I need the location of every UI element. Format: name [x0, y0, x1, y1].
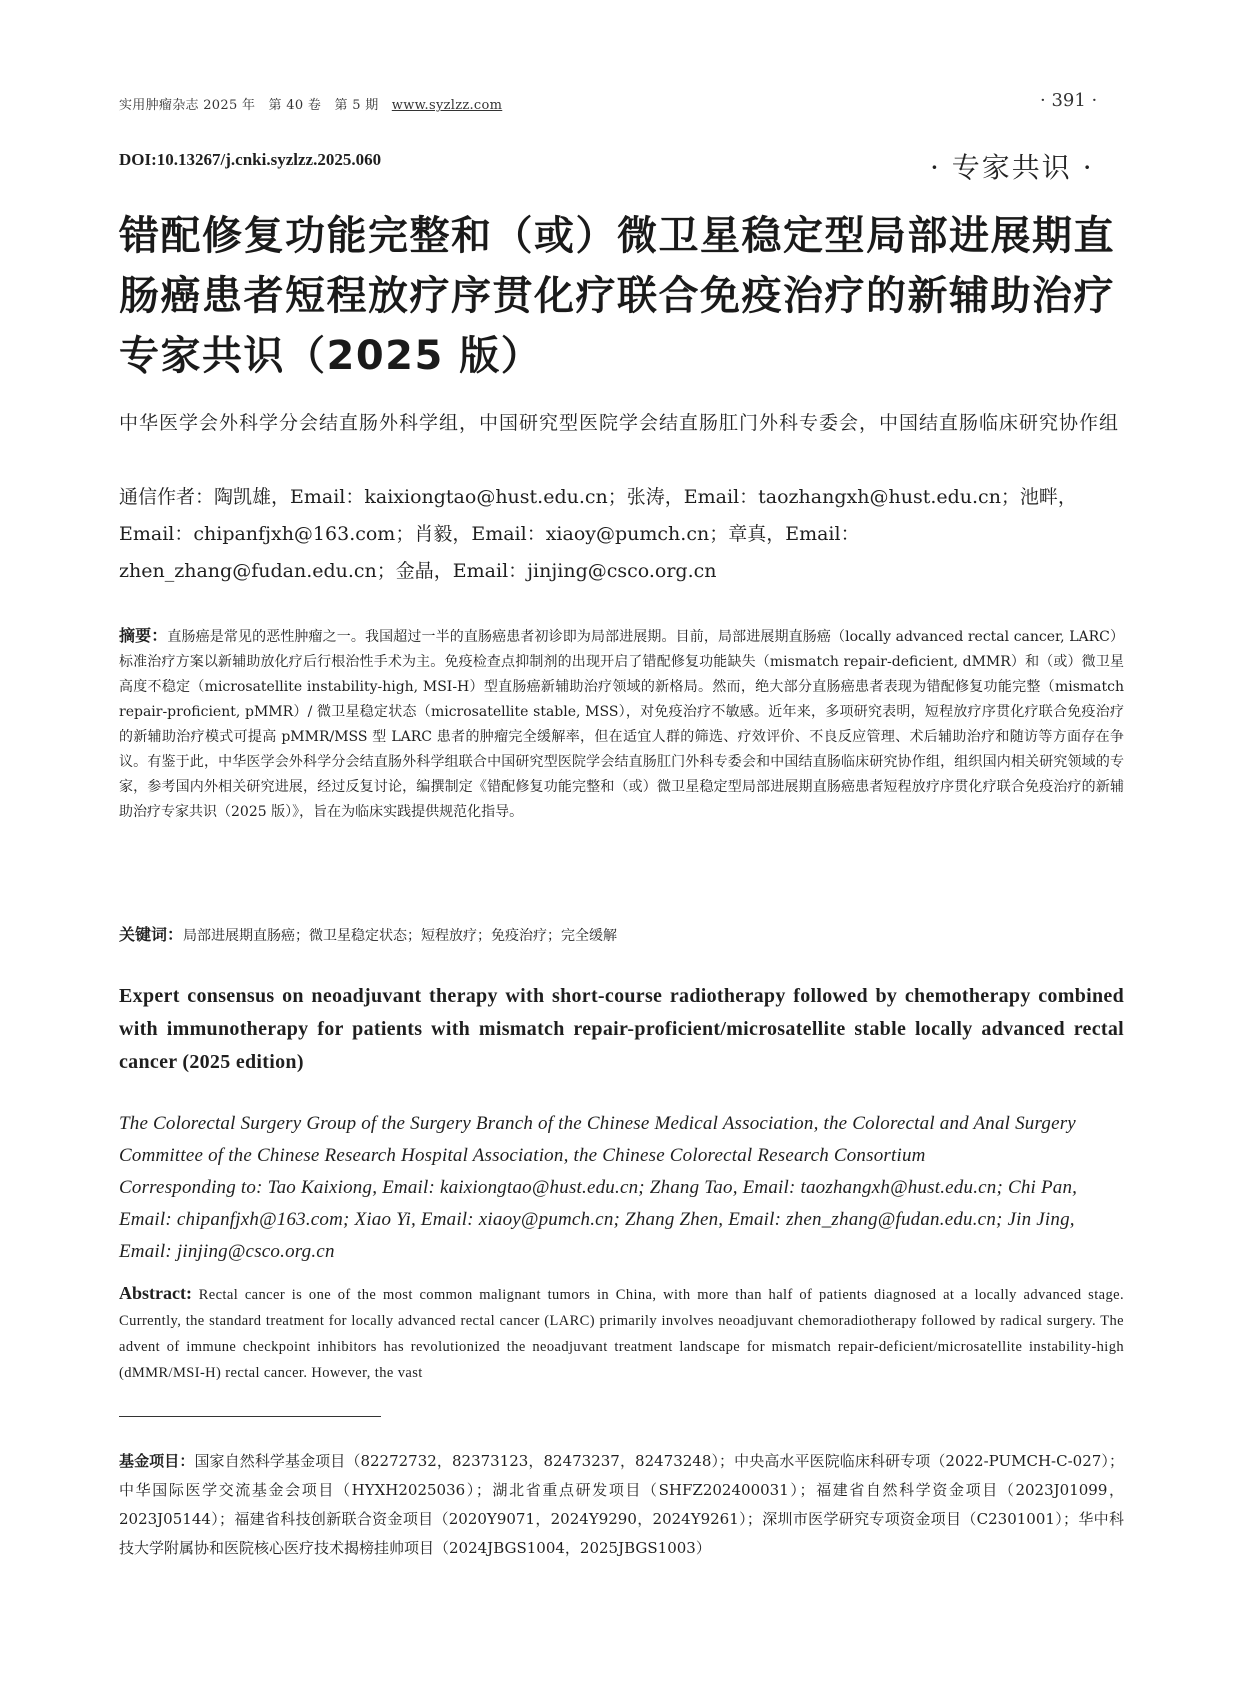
abstract-en-text: Rectal cancer is one of the most common malignant tumors in China, with more than half of patients diagnosed at a locally advanced stage. Currently, the standard treatment for locally advanced rectal cancer (LARC) primarily involves neoadjuvant chemoradiotherapy followed by radical surgery. The advent of immune checkpoint inhibitors has revolutionized the neoadjuvant treatment landscape for mismatch repair-deficient/microsatellite instability-high (dMMR/MSI-H) rectal cancer. However, the vast — [119, 1287, 1124, 1381]
correspondence-en: Corresponding to: Tao Kaixiong, Email: kaixiongtao@hust.edu.cn; Zhang Tao, Email: taozhangxh@hust.edu.cn; Chi Pan, Email: chipanfjxh@163.com; Xiao Yi, Email: xiaoy@pumch.cn; Zhang Zhen, Email: zhen_zhang@fudan.edu.cn; Jin Jing, Email: jinjing@csco.org.cn — [119, 1177, 1078, 1262]
article-title-en: Expert consensus on neoadjuvant therapy with short-course radiotherapy followed by chemotherapy combined with immunotherapy for patients with mismatch repair-proficient/microsatellite stable locally advanced rectal cancer (2025 edition) — [119, 985, 1124, 1073]
journal-header — [119, 94, 502, 113]
funding-label: 基金项目： — [119, 1452, 195, 1470]
journal-info: 实用肿瘤杂志 2025 年 第 40 卷 第 5 期 — [119, 98, 392, 113]
funding-footnote — [119, 1447, 1124, 1563]
column-label: · 专家共识 · — [930, 151, 1094, 184]
abstract-zh-text: 直肠癌是常见的恶性肿瘤之一。我国超过一半的直肠癌患者初诊即为局部进展期。目前，局部进展期直肠癌（locally advanced rectal cancer, LARC）标准治疗方案以新辅助放化疗后行根治性手术为主。免疫检查点抑制剂的出现开启了错配修复功能缺失（mismatch repair-deficient, dMMR）和（或）微卫星高度不稳定（microsatellite instability-high, MSI-H）型直肠癌新辅助治疗领域的新格局。然而，绝大部分直肠癌患者表现为错配修复功能完整（mismatch repair-proficient, pMMR）/ 微卫星稳定状态（microsatellite stable, MSS），对免疫治疗不敏感。近年来，多项研究表明，短程放疗序贯化疗联合免疫治疗的新辅助治疗模式可提高 pMMR/MSS 型 LARC 患者的肿瘤完全缓解率，但在适宜人群的筛选、疗效评价、不良反应管理、术后辅助治疗和随访等方面存在争议。有鉴于此，中华医学会外科学分会结直肠外科学组联合中国研究型医院学会结直肠肛门外科专委会和中国结直肠临床研究协作组，组织国内相关研究领域的专家，参考国内外相关研究进展，经过反复讨论，编撰制定《错配修复功能完整和（或）微卫星稳定型局部进展期直肠癌患者短程放疗序贯化疗联合免疫治疗的新辅助治疗专家共识（2025 版）》，旨在为临床实践提供规范化指导。 — [119, 629, 1124, 820]
authors-en: The Colorectal Surgery Group of the Surgery Branch of the Chinese Medical Association, the Colorectal and Anal Surgery Committee of the Chinese Research Hospital Association, the Chinese Colorectal Research Consortium — [119, 1113, 1076, 1166]
abstract-en — [119, 1280, 1124, 1386]
correspondence-zh: 通信作者：陶凯雄，Email：kaixiongtao@hust.edu.cn；张涛，Email：taozhangxh@hust.edu.cn；池畔，Email：chipanfjxh@163.com；肖毅，Email：xiaoy@pumch.cn；章真，Email：zhen_zhang@fudan.edu.cn；金晶，Email：jinjing@csco.org.cn — [119, 486, 1077, 582]
keywords-zh-label: 关键词： — [119, 925, 184, 944]
doi: DOI:10.13267/j.cnki.syzlzz.2025.060 — [119, 150, 382, 169]
keywords-zh-text: 局部进展期直肠癌；微卫星稳定状态；短程放疗；免疫治疗；完全缓解 — [183, 928, 618, 944]
journal-url[interactable]: www.syzlzz.com — [391, 98, 503, 113]
footnote-divider — [119, 1416, 381, 1417]
page-number: · 391 · — [1040, 90, 1098, 111]
funding-text: 国家自然科学基金项目（82272732，82373123，82473237，82473248）；中央高水平医院临床科研专项（2022-PUMCH-C-027）；中华国际医学交流基金会项目（HYXH2025036）；湖北省重点研发项目（SHFZ202400031）；福建省自然科学资金项目（2023J01099，2023J05144）；福建省科技创新联合资金项目（2020Y9071，2024Y9290，2024Y9261）；深圳市医学研究专项资金项目（C2301001）；华中科技大学附属协和医院核心医疗技术揭榜挂帅项目（2024JBGS1004，2025JBGS1003） — [119, 1452, 1124, 1557]
abstract-en-label: Abstract: — [119, 1283, 192, 1303]
abstract-zh — [119, 623, 1124, 825]
keywords-zh — [119, 922, 1124, 949]
authors-zh: 中华医学会外科学分会结直肠外科学组，中国研究型医院学会结直肠肛门外科专委会，中国结直肠临床研究协作组 — [119, 412, 1120, 434]
article-title-zh: 错配修复功能完整和（或）微卫星稳定型局部进展期直肠癌患者短程放疗序贯化疗联合免疫治疗的新辅助治疗专家共识（2025 版） — [119, 213, 1115, 379]
abstract-zh-label: 摘要： — [119, 626, 168, 645]
